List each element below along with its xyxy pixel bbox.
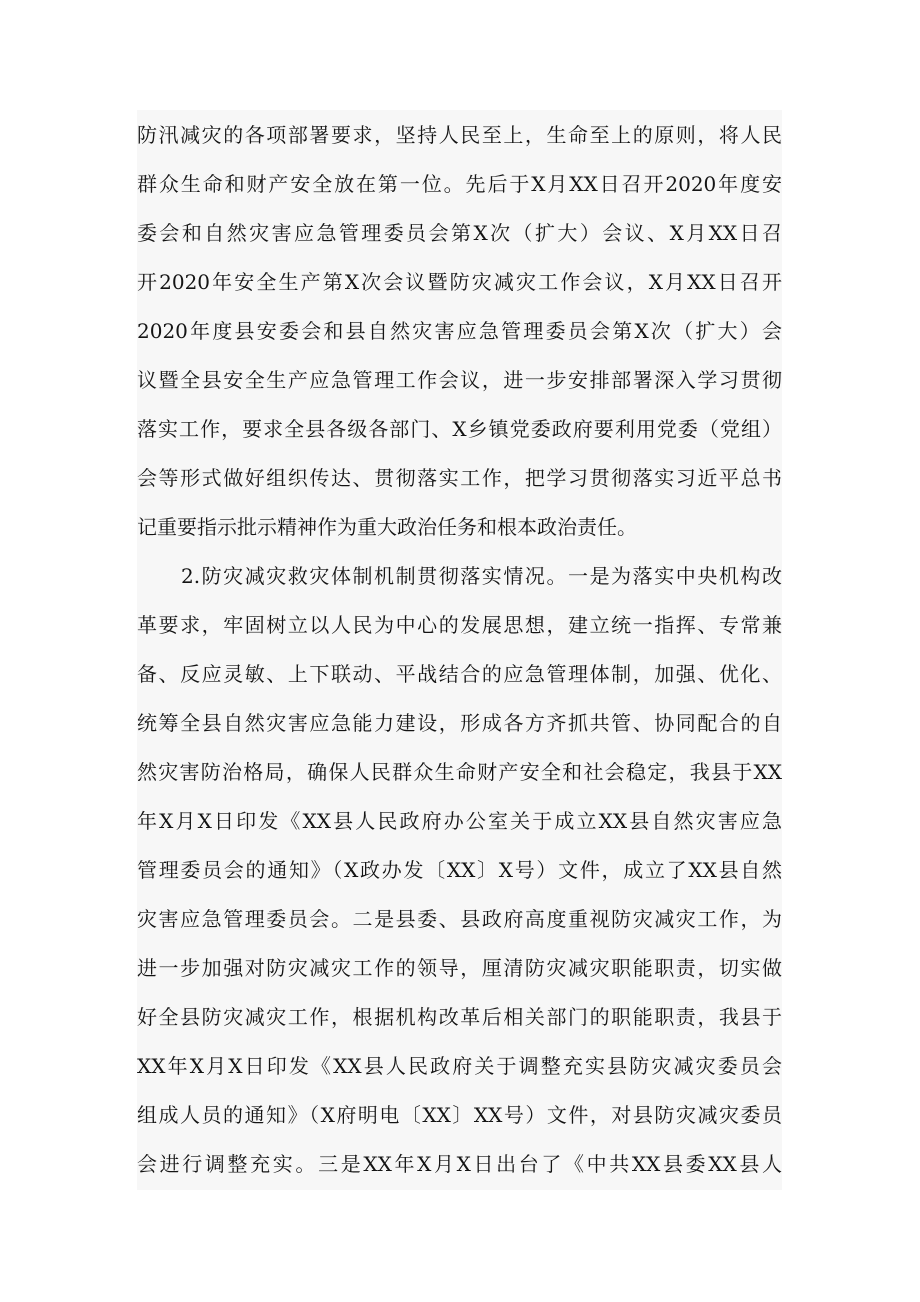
text-line: 年X月X日印发《XX县人民政府办公室关于成立XX县自然灾害应急 [137,809,782,833]
text-line: 防汛减灾的各项部署要求，坚持人民至上，生命至上的原则，将人民 [137,123,782,147]
text-line: 委会和自然灾害应急管理委员会第X次（扩大）会议、X月XX日召 [137,221,782,245]
text-line: 革要求，牢固树立以人民为中心的发展思想，建立统一指挥、专常兼 [137,613,782,637]
paragraph-heading-line: 2.防灾减灾救灾体制机制贯彻落实情况。一是为落实中央机构改 [181,564,782,588]
text-line: 会进行调整充实。三是XX年X月X日出台了《中共XX县委XX县人 [137,1152,782,1176]
text-line: 会等形式做好组织传达、贯彻落实工作，把学习贯彻落实习近平总书 [137,466,782,490]
text-line: 然灾害防治格局，确保人民群众生命财产安全和社会稳定，我县于XX [137,760,782,784]
text-line: 管理委员会的通知》（X政办发〔XX〕X号）文件，成立了XX县自然 [137,858,782,882]
text-line: XX年X月X日印发《XX县人民政府关于调整充实县防灾减灾委员会 [137,1054,782,1078]
text-line: 开2020年安全生产第X次会议暨防灾减灾工作会议，X月XX日召开 [137,270,782,294]
text-line: 组成人员的通知》（X府明电〔XX〕XX号）文件，对县防灾减灾委员 [137,1103,782,1127]
text-line: 好全县防灾减灾工作，根据机构改革后相关部门的职能职责，我县于 [137,1005,782,1029]
text-line: 2020年度县安委会和县自然灾害应急管理委员会第X次（扩大）会 [137,319,782,343]
text-line: 群众生命和财产安全放在第一位。先后于X月XX日召开2020年度安 [137,172,782,196]
text-line: 议暨全县安全生产应急管理工作会议，进一步安排部署深入学习贯彻 [137,368,782,392]
text-line: 灾害应急管理委员会。二是县委、县政府高度重视防灾减灾工作，为 [137,907,782,931]
text-line: 记重要指示批示精神作为重大政治任务和根本政治责任。 [137,515,637,539]
body-text [137,110,782,1190]
text-line: 落实工作，要求全县各级各部门、X乡镇党委政府要利用党委（党组） [137,417,782,441]
text-line: 统筹全县自然灾害应急能力建设，形成各方齐抓共管、协同配合的自 [137,711,782,735]
text-line: 备、反应灵敏、上下联动、平战结合的应急管理体制，加强、优化、 [137,662,782,686]
text-line: 进一步加强对防灾减灾工作的领导，厘清防灾减灾职能职责，切实做 [137,956,782,980]
